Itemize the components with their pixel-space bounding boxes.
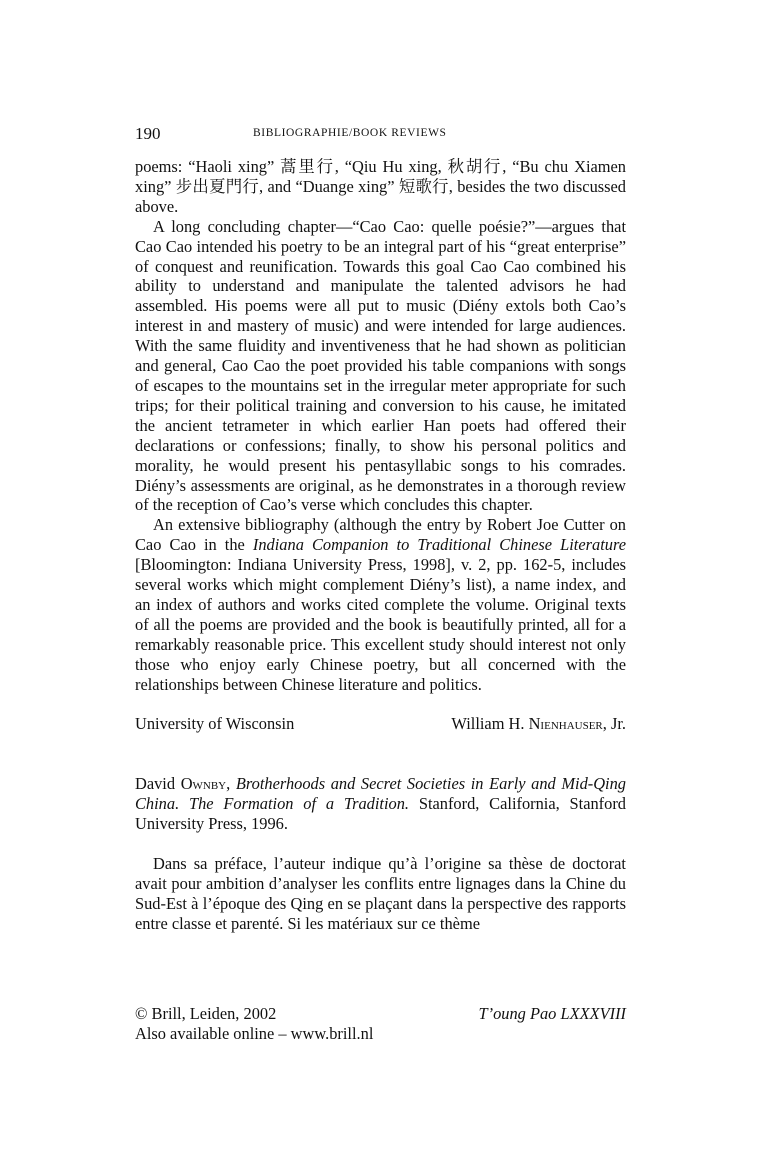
p3-text-before: An extensive bibliography (although the entry by Robert Joe Cutter on Cao Cao in the [135, 515, 626, 555]
review2-citation: David Ownby, Brotherhoods and Secret Societies in Early and Mid-Qing China. The Formation of a Tradition. Stanford, California, Stanford University Press, 1996. [135, 774, 626, 834]
review2-publication: Stanford, California, Stanford University Press, 1996. [135, 794, 626, 834]
review2-paragraph-1: Dans sa préface, l’auteur indique qu’à l’origine sa thèse de doctorat avait pour ambition d’analyser les conflits entre lignages dans la Chine du Sud-Est à l’époque des Qing en se plaçant dans la perspective des rapports entre classe et parenté. Si les matériaux sur ce thème [135, 854, 626, 933]
review2-book-title: Brotherhoods and Secret Societies in Early and Mid-Qing China. The Formation of a Tradition. [135, 774, 626, 814]
review2-author-first: David [135, 774, 181, 794]
review1-paragraph-1: poems: “Haoli xing” 蒿里行, “Qiu Hu xing, 秋胡行, “Bu chu Xiamen xing” 步出夏門行, and “Duange xing” 短歌行, besides the two discussed above. [135, 157, 626, 216]
page-header [135, 124, 626, 144]
review1-paragraph-3 [135, 515, 626, 694]
reviewer-last-name: Nienhauser [528, 714, 603, 734]
journal-name: T’oung Pao LXXXVIII [478, 1004, 626, 1023]
footer-row-2 [135, 1024, 626, 1044]
page-number: 190 [135, 124, 161, 143]
running-title: BIBLIOGRAPHIE/BOOK REVIEWS [253, 127, 447, 139]
reviewer-suffix: , Jr. [602, 714, 626, 734]
review2-author-last: Ownby [180, 774, 227, 794]
review1-signature [135, 714, 626, 734]
reviewer-name [451, 714, 626, 734]
p3-book-title: Indiana Companion to Traditional Chinese Literature [252, 535, 626, 555]
page-footer [135, 1004, 626, 1044]
review1-paragraph-2: A long concluding chapter—“Cao Cao: quelle poésie?”—argues that Cao Cao intended his poetry to be an integral part of his “great enterprise” of conquest and reunification. Towards this goal Cao Cao combined his ability to understand and manipulate the talented advisors he had assembled. His poems were all put to music (Diény extols both Cao’s interest in and mastery of music) and were intended for large audiences. With the same fluidity and inventiveness that he had shown as politician and general, Cao Cao the poet provided his table companions with songs of escapes to the mountains set in the irregular meter appropriate for such trips; for their political training and conversion to his cause, he imitated the ancient tetrameter in which earlier Han poets had offered their declarations or confessions; finally, to show his personal politics and morality, he would present his pentasyllabic songs to his comrades. Diény’s assessments are original, as he demonstrates in a thorough review of the reception of Cao’s verse which concludes this chapter. [135, 216, 626, 515]
online-availability: Also available online – www.brill.nl [135, 1024, 374, 1043]
reviewer-first-name: William H. [451, 714, 529, 734]
p3-text-after: [Bloomington: Indiana University Press, 1998], v. 2, pp. 162-5, includes several works which might complement Diény’s list), a name index, and an index of authors and works cited complete the volume. Original texts of all the poems are provided and the book is beautifully printed, all for a remarkably reasonable price. This excellent study should interest not only those who enjoy early Chinese poetry, but all concerned with the relationships between Chinese literature and politics. [135, 555, 626, 694]
page-body [135, 157, 626, 934]
reviewer-affiliation: University of Wisconsin [135, 714, 295, 734]
copyright-notice: © Brill, Leiden, 2002 [135, 1004, 277, 1023]
footer-row-1 [135, 1004, 626, 1024]
